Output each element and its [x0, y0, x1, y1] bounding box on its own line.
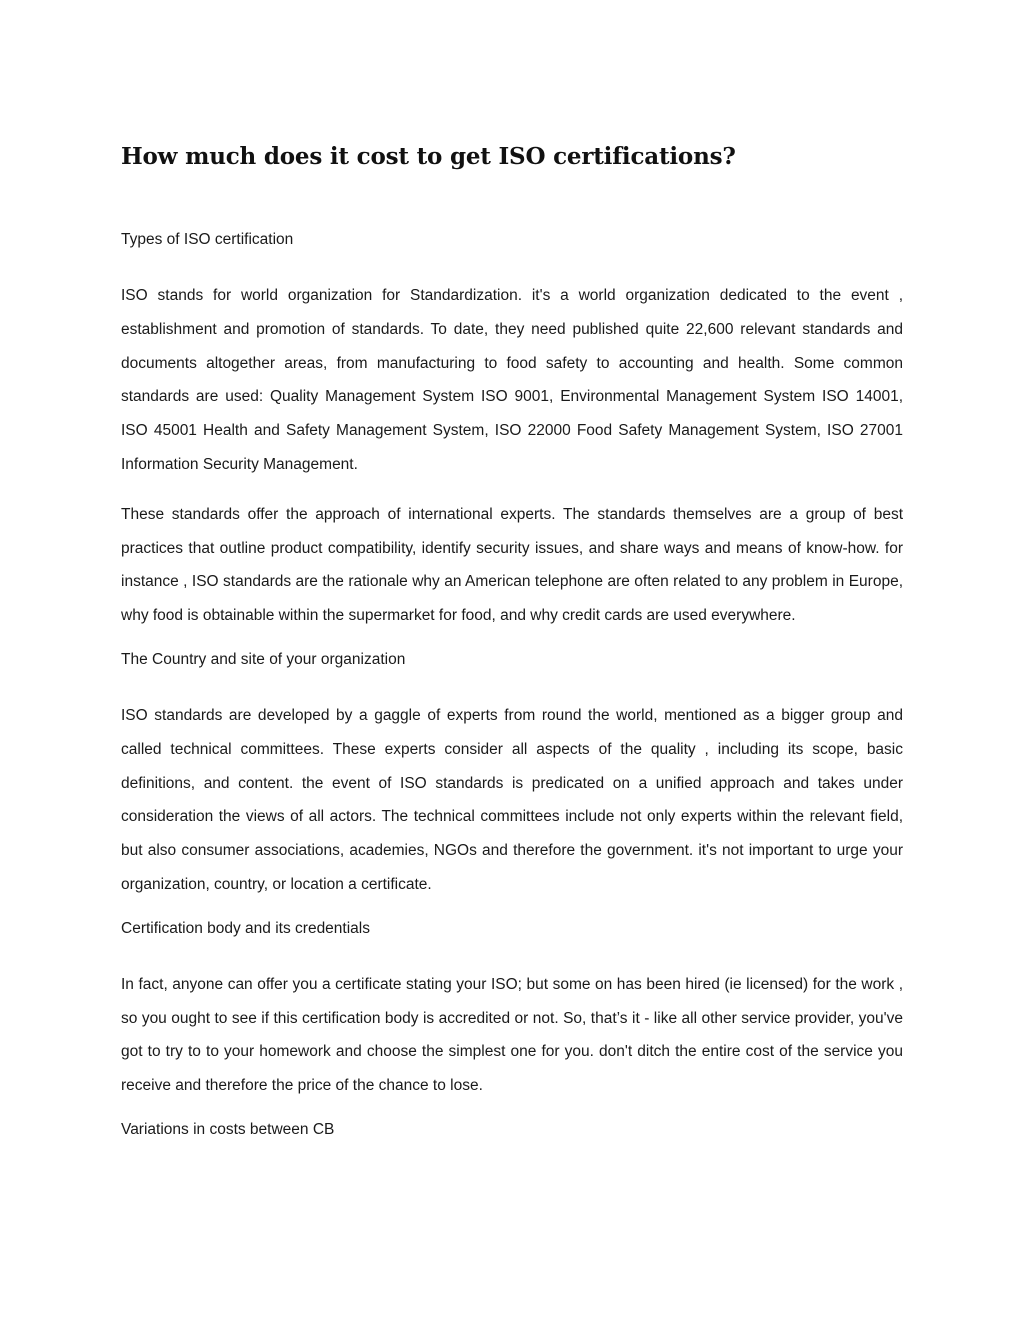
- paragraph-standards-developed: ISO standards are developed by a gaggle of experts from round the world, mentioned as a bigger group and called technical committees. These experts consider all aspects of the quality , including its scope, basic definitions, and content. the event of ISO standards is predicated on a unified approach and takes under consideration the views of all actors. The technical committees include not only experts within the relevant field, but also consumer associations, academies, NGOs and therefore the government. it's not important to urge your organization, country, or location a certificate.: [121, 706, 903, 893]
- section-heading-certification-body: Certification body and its credentials: [121, 919, 370, 937]
- section-heading-variations: Variations in costs between CB: [121, 1120, 335, 1138]
- section-heading-types: Types of ISO certification: [121, 231, 294, 248]
- paragraph-iso-definition: ISO stands for world organization for Standardization. it's a world organization dedicated to the event , establishment and promotion of standards. To date, they need published quite 22,600 relevant standards and documents altogether areas, from manufacturing to food safety to accounting and health. Some common standards are used: Quality Management System ISO 9001, Environmental Management System ISO 14001, ISO 45001 Health and Safety Management System, ISO 22000 Food Safety Management System, ISO 27001 Information Security Management.: [121, 287, 903, 473]
- paragraph-certificate-offer: In fact, anyone can offer you a certificate stating your ISO; but some on has been hired (ie licensed) for the work , so you ought to see if this certification body is accredited or not. So, that’s it - like all other service provider, you've got to try to to your homework and choose the simplest one for you. don't ditch the entire cost of the service you receive and therefore the price of the chance to lose.: [121, 975, 903, 1095]
- section-heading-country: The Country and site of your organization: [121, 650, 406, 668]
- document-title: How much does it cost to get ISO certifications?: [121, 143, 736, 170]
- document-page: [121, 140, 903, 1169]
- paragraph-standards-offer: These standards offer the approach of international experts. The standards themselves are a group of best practices that outline product compatibility, identify security issues, and share ways and means of know-how. for instance , ISO standards are the rationale why an American telephone are often related to any problem in Europe, why food is obtainable within the supermarket for food, and why credit cards are used everywhere.: [121, 505, 903, 625]
